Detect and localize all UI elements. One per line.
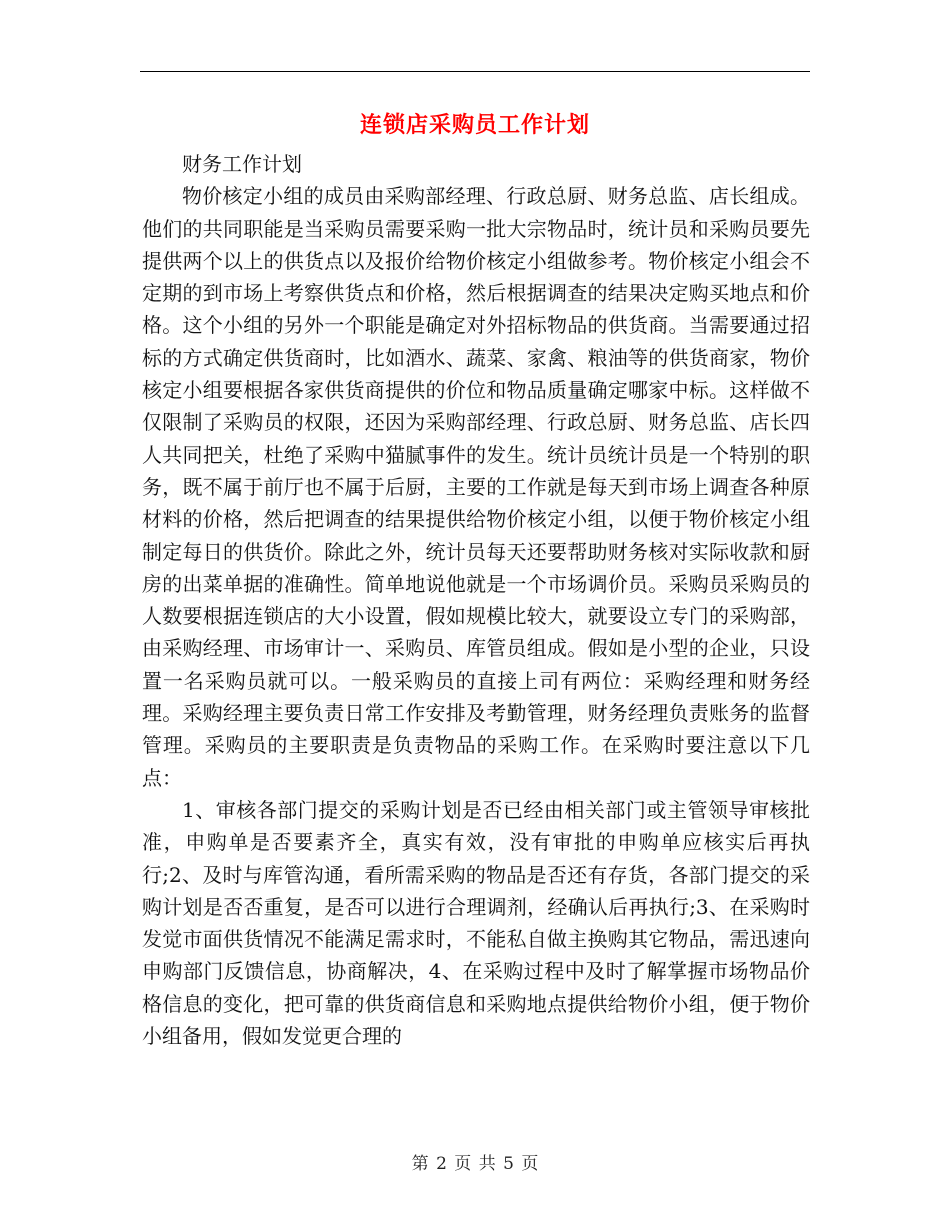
- document-body: [142, 148, 810, 1052]
- header-rule: [140, 71, 810, 72]
- paragraph-1: 物价核定小组的成员由采购部经理、行政总厨、财务总监、店长组成。他们的共同职能是当采购员需要采购一批大宗物品时，统计员和采购员要先提供两个以上的供货点以及报价给物价核定小组做参考。物价核定小组会不定期的到市场上考察供货点和价格，然后根据调查的结果决定购买地点和价格。这个小组的另外一个职能是确定对外招标物品的供货商。当需要通过招标的方式确定供货商时，比如酒水、蔬菜、家禽、粮油等的供货商家，物价核定小组要根据各家供货商提供的价位和物品质量确定哪家中标。这样做不仅限制了采购员的权限，还因为采购部经理、行政总厨、财务总监、店长四人共同把关，杜绝了采购中猫腻事件的发生。统计员统计员是一个特别的职务，既不属于前厅也不属于后厨，主要的工作就是每天到市场上调查各种原材料的价格，然后把调查的结果提供给物价核定小组，以便于物价核定小组制定每日的供货价。除此之外，统计员每天还要帮助财务核对实际收款和厨房的出菜单据的准确性。简单地说他就是一个市场调价员。采购员采购员的人数要根据连锁店的大小设置，假如规模比较大，就要设立专门的采购部，由采购经理、市场审计一、采购员、库管员组成。假如是小型的企业，只设置一名采购员就可以。一般采购员的直接上司有两位：采购经理和财务经理。采购经理主要负责日常工作安排及考勤管理，财务经理负责账务的监督管理。采购员的主要职责是负责物品的采购工作。在采购时要注意以下几点：: [142, 184, 810, 790]
- subheading: 财务工作计划: [182, 152, 302, 176]
- paragraph-2: 1、审核各部门提交的采购计划是否已经由相关部门或主管领导审核批准，申购单是否要素齐全，真实有效，没有审批的申购单应核实后再执行;2、及时与库管沟通，看所需采购的物品是否还有存货，各部门提交的采购计划是否否重复，是否可以进行合理调剂，经确认后再执行;3、在采购时发觉市面供货情况不能满足需求时，不能私自做主换购其它物品，需迅速向申购部门反馈信息，协商解决，4、在采购过程中及时了解掌握市场物品价格信息的变化，把可靠的供货商信息和采购地点提供给物价小组，便于物价小组备用，假如发觉更合理的: [142, 797, 810, 1049]
- document-title: 连锁店采购员工作计划: [359, 112, 590, 138]
- page-number: 第 2 页 共 5 页: [411, 1154, 539, 1174]
